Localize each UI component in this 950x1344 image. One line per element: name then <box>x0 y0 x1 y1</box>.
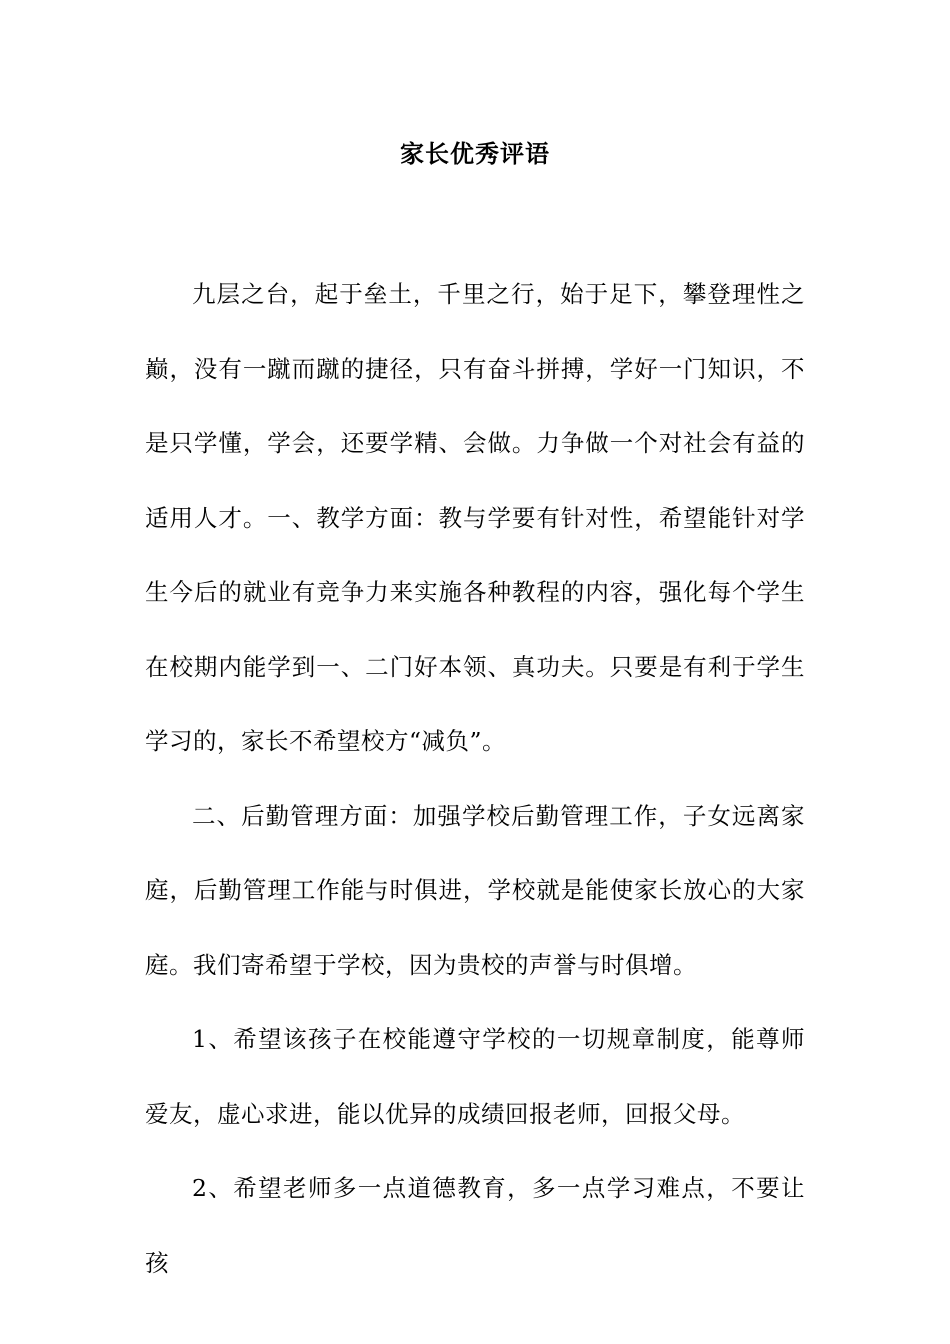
paragraph-3: 1、希望该孩子在校能遵守学校的一切规章制度，能尊师爱友，虚心求进，能以优异的成绩回报老师，回报父母。 <box>145 1025 805 1128</box>
document-body <box>145 257 805 1300</box>
document-title: 家长优秀评语 <box>400 139 550 168</box>
paragraph-4: 2、希望老师多一点道德教育，多一点学习难点，不要让孩 <box>145 1174 805 1277</box>
paragraph-1: 九层之台，起于垒土，千里之行，始于足下，攀登理性之巅，没有一蹴而蹴的捷径，只有奋斗拼搏，学好一门知识，不是只学懂，学会，还要学精、会做。力争做一个对社会有益的适用人才。一、教学方面：教与学要有针对性，希望能针对学生今后的就业有竞争力来实施各种教程的内容，强化每个学生在校期内能学到一、二门好本领、真功夫。只要是有利于学生学习的，家长不希望校方“减负”。 <box>145 280 805 755</box>
paragraph-2: 二、后勤管理方面：加强学校后勤管理工作，子女远离家庭，后勤管理工作能与时俱进，学校就是能使家长放心的大家庭。我们寄希望于学校，因为贵校的声誉与时俱增。 <box>145 801 805 979</box>
